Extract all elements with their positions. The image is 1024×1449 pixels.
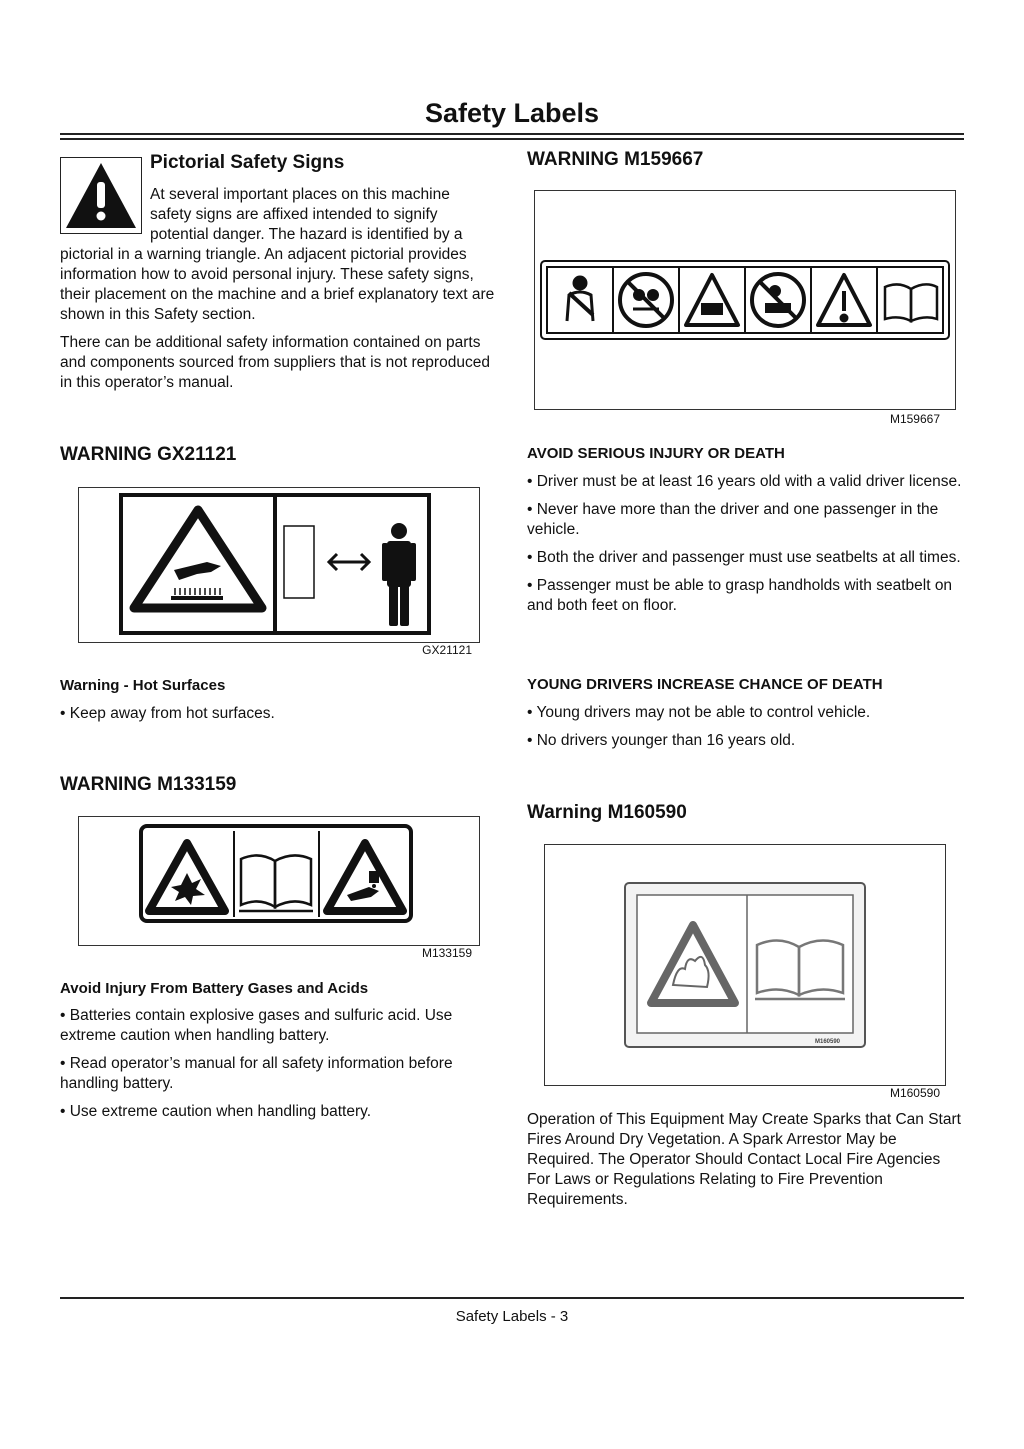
pictorial-text-continued: pictorial in a warning triangle. An adjacent pictorial provides information how to avoid personal injury. These safety signs, their placement on the machine and a brief explanatory text are shown in this Safety section. xyxy=(60,246,495,323)
m159667-bullet: • Never have more than the driver and one passenger in the vehicle. xyxy=(527,501,939,538)
m159667-bullet-list-1 xyxy=(527,472,967,616)
m133159-bullet: • Batteries contain explosive gases and sulfuric acid. Use extreme caution when handling battery. xyxy=(60,1007,453,1044)
title-rule-bottom xyxy=(60,138,964,140)
m160590-caption: M160590 xyxy=(889,1086,940,1100)
m159667-caption: M159667 xyxy=(889,412,940,426)
gx21121-label-image xyxy=(78,487,480,643)
m133159-bullet-list xyxy=(60,1006,500,1122)
m159667-subheading-2: YOUNG DRIVERS INCREASE CHANCE OF DEATH xyxy=(527,676,883,693)
pictorial-additional-text: There can be additional safety information contained on parts and components sourced from suppliers that is not reproduced in this operator’s manual. xyxy=(60,334,490,391)
m133159-caption: M133159 xyxy=(421,946,472,960)
m160590-label-image xyxy=(544,844,946,1086)
seatbelt-icon xyxy=(567,277,593,321)
gx21121-heading: WARNING GX21121 xyxy=(60,444,237,465)
title-rule-top xyxy=(60,133,964,135)
gx21121-subheading: Warning - Hot Surfaces xyxy=(60,677,226,694)
m159667-subheading-1: AVOID SERIOUS INJURY OR DEATH xyxy=(527,445,785,462)
m160590-heading: Warning M160590 xyxy=(527,802,687,823)
m159667-label-image xyxy=(534,190,956,410)
no-extra-riders-icon xyxy=(752,274,804,326)
m159667-bullet-list-2 xyxy=(527,703,967,751)
page-footer: Safety Labels - 3 xyxy=(455,1308,569,1325)
gx21121-bullet: • Keep away from hot surfaces. xyxy=(60,705,275,722)
no-passengers-icon xyxy=(620,274,672,326)
rollover-warning-icon xyxy=(686,275,738,325)
gx21121-caption: GX21121 xyxy=(422,643,472,657)
acid-burn-icon xyxy=(327,843,403,911)
pictorial-body xyxy=(60,245,500,393)
m159667-bullet: • Driver must be at least 16 years old with a valid driver license. xyxy=(527,473,962,490)
hot-surface-icon xyxy=(134,510,262,608)
m159667-bullet: • Passenger must be able to grasp handholds with seatbelt on and both feet on floor. xyxy=(527,577,953,614)
m160590-description: Operation of This Equipment May Create Sparks that Can Start Fires Around Dry Vegetation. A Spark Arrestor May be Required. The Operator Should Contact Local Fire Agencies For Laws or Regulations Relating to Fire Prevention Requirements. xyxy=(527,1111,961,1208)
pictorial-heading: Pictorial Safety Signs xyxy=(150,152,345,173)
m159667-bullet: • Both the driver and passenger must use seatbelts at all times. xyxy=(527,549,961,566)
manual-book-icon xyxy=(239,855,313,911)
m133159-subheading: Avoid Injury From Battery Gases and Acids xyxy=(60,980,369,997)
read-manual-icon xyxy=(885,284,937,321)
m160590-label-code: M160590 xyxy=(815,1039,841,1045)
page-title: Safety Labels xyxy=(424,98,600,128)
m133159-label-image xyxy=(78,816,480,946)
m159667-bullet: • No drivers younger than 16 years old. xyxy=(527,732,796,749)
m133159-bullet: • Read operator’s manual for all safety information before handling battery. xyxy=(60,1055,453,1092)
keep-distance-arrow-icon xyxy=(329,554,369,570)
m133159-heading: WARNING M133159 xyxy=(60,774,237,795)
person-icon xyxy=(382,523,416,626)
general-warning-icon xyxy=(818,275,870,325)
m159667-bullet: • Young drivers may not be able to control vehicle. xyxy=(527,704,871,721)
m133159-bullet: • Use extreme caution when handling battery. xyxy=(60,1103,372,1120)
footer-rule xyxy=(60,1297,964,1299)
warning-triangle-icon xyxy=(60,157,142,234)
m159667-heading: WARNING M159667 xyxy=(527,149,704,170)
pictorial-intro-text: At several important places on this machine safety signs are affixed intended to signify potential danger. The hazard is identified by a xyxy=(150,186,463,243)
